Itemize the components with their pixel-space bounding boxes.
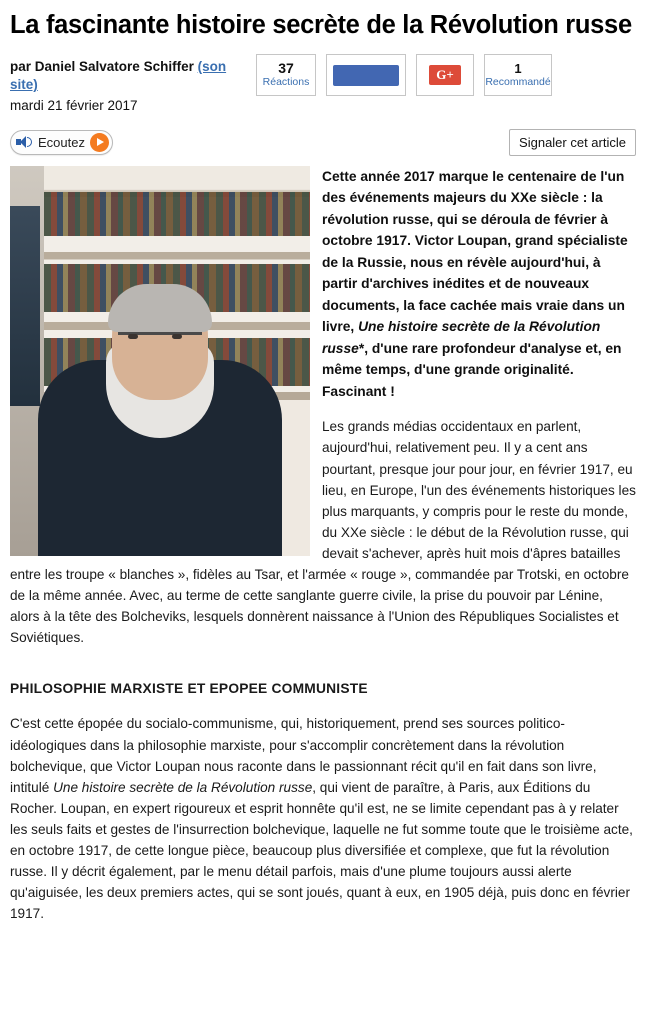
article-paragraph-3 — [10, 713, 636, 924]
lede-text-2: *, d'une rare profondeur d'analyse et, en même temps, d'une grande originalité. Fascinant ! — [322, 340, 622, 399]
recommend-label: Recommandé — [485, 75, 551, 88]
lede-text-1: Cette année 2017 marque le centenaire de l'un des événements majeurs du XXe siècle : la révolution russe, qui se déroula de février à octobre 1917. Victor Loupan, grand spécialiste de la Russie, nous en révèle aujourd'hui, à partir d'archives inédites et de nouveaux documents, la face cachée mais vraie dans un livre, — [322, 168, 628, 335]
section-heading: PHILOSOPHIE MARXISTE ET EPOPEE COMMUNISTE — [10, 681, 368, 697]
google-plus-box[interactable] — [416, 54, 474, 96]
byline — [10, 54, 242, 115]
listen-widget[interactable] — [10, 130, 113, 155]
photo-subject — [38, 288, 282, 556]
play-icon[interactable] — [90, 133, 109, 152]
publish-date: mardi 21 février 2017 — [10, 97, 138, 113]
google-plus-button[interactable]: G+ — [429, 65, 461, 85]
page-title: La fascinante histoire secrète de la Révolution russe — [10, 11, 632, 39]
reactions-label: Réactions — [262, 76, 310, 89]
listen-label: Ecoutez — [38, 134, 85, 150]
facebook-share-box[interactable] — [326, 54, 406, 96]
article-tools-row — [10, 129, 636, 156]
report-article-button[interactable]: Signaler cet article — [509, 129, 636, 156]
article-body — [10, 166, 636, 938]
paragraph-3-text-2: , qui vient de paraître, à Paris, aux Éditions du Rocher. Loupan, en expert rigoureux et esprit honnête qu'il est, ne se limite cependant pas à y relater les seuls faits et gestes de l'insurrection bolchevique, laquelle ne fut somme toute que le troisième acte, en octobre 1917, de cette longue pièce, beaucoup plus diversifiée et complexe, que fut la révolution russe. Il y décrit également, par le menu détail parfois, mais d'une plume toujours aussi alerte qu'aiguisée, les deux premiers actes, qui se sont joués, quant à eux, en 1905 déjà, puis donc en février 1917. — [10, 779, 633, 922]
author-site-link[interactable]: (son site) — [10, 59, 227, 93]
byline-social-row — [10, 54, 636, 115]
recommend-box[interactable] — [484, 54, 552, 96]
reactions-count: 37 — [278, 60, 294, 77]
paragraph-3-text-1: C'est cette épopée du socialo-communisme, qui, historiquement, prend ses sources politico-idéologiques dans la philosophie marxiste, pour s'accomplir concrètement dans la révolution bolchevique, que Victor Loupan nous raconte dans le passionnant récit qu'il en fait dans son livre, intitulé — [10, 716, 597, 795]
article-paragraph-2: Les grands médias occidentaux en parlent, aujourd'hui, relativement peu. Il y a cent ans pourtant, presque jour pour jour, en février 1917, eu lieu, en Europe, l'un des événements historiques les plus marquants, y compris pour le reste du monde, du XXe siècle : le début de la Révolution russe, qui devait s'achever, après huit mois d'âpres batailles entre les troupe « blanches », fidèles au Tsar, et l'armée « rouge », commandée par Trotski, en octobre de la même année. Avec, au terme de cette sanglante guerre civile, la prise du pouvoir par Lénine, alors à la tête des Bolcheviks, lesquels donnèrent naissance à l'Union des Républiques Socialistes et Soviétiques. — [10, 419, 636, 646]
facebook-share-button[interactable] — [333, 65, 399, 86]
author-name: Daniel Salvatore Schiffer — [34, 59, 194, 75]
reactions-button[interactable] — [256, 54, 316, 96]
speaker-icon — [15, 134, 33, 150]
paragraph-3-book-title: Une histoire secrète de la Révolution russe — [53, 779, 313, 795]
byline-prefix: par — [10, 59, 35, 75]
article-photo — [10, 166, 310, 556]
recommend-count: 1 — [514, 60, 522, 76]
lede-book-title: Une histoire secrète de la Révolution russe — [322, 319, 601, 356]
social-widgets — [256, 54, 552, 96]
article-figure — [10, 166, 310, 556]
